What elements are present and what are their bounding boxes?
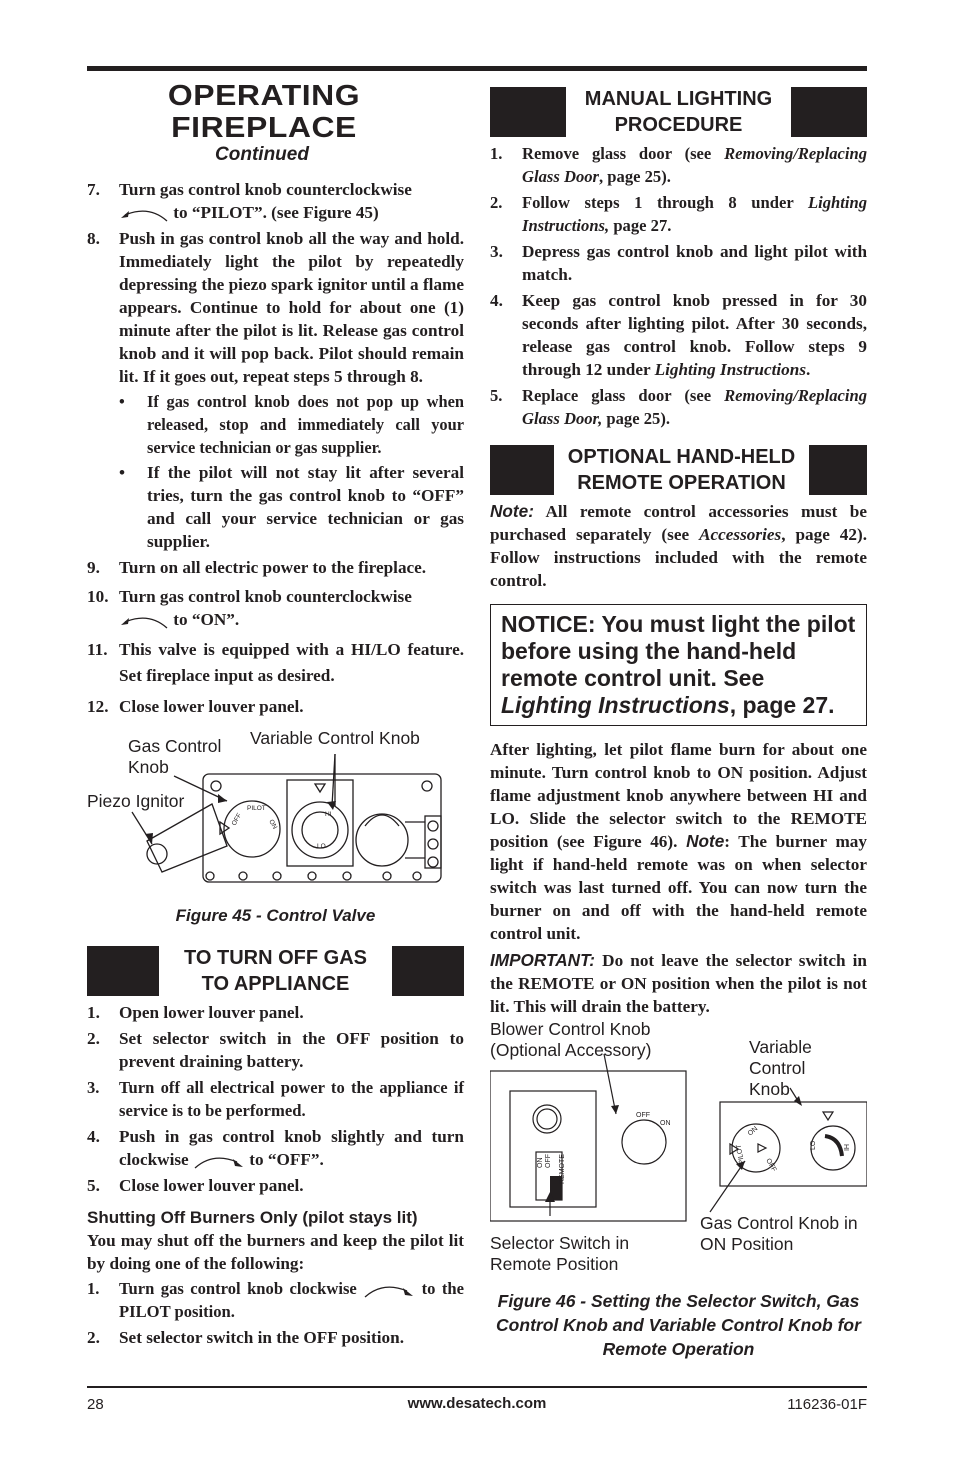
svg-text:PILOT: PILOT	[247, 805, 266, 812]
manual-step: 1. Remove glass door (see Removing/Replacing Glass Door, page 25).	[490, 144, 867, 186]
step-12: 12. Close lower louver panel.	[87, 697, 304, 716]
svg-text:OFF: OFF	[764, 1157, 778, 1174]
notice-box: NOTICE: You must light the pilot before using the hand-held remote control unit. See Lighting Instructions, page 27.	[490, 604, 867, 726]
selector-label: Selector Switch in Remote Position	[490, 1233, 630, 1274]
turn-off-steps	[87, 1001, 464, 1197]
svg-text:ON: ON	[267, 818, 279, 831]
heading-block	[490, 445, 554, 495]
piezo-ignitor-label: Piezo Ignitor	[87, 791, 185, 811]
turn-off-step: 3. Turn off all electrical power to the appliance if service is to be performed.	[87, 1078, 464, 1120]
remote-note: Note: All remote control accessories must be purchased separately (see Accessories, page 42). Follow instructions included with the remote control.	[490, 501, 867, 590]
shutting-off-steps	[87, 1277, 464, 1349]
heading-block	[392, 946, 464, 996]
svg-text:LO: LO	[810, 1140, 817, 1150]
bullet-list	[119, 390, 464, 553]
shutting-off-step: 2. Set selector switch in the OFF position.	[87, 1328, 405, 1347]
shutting-off-heading: Shutting Off Burners Only (pilot stays lit)	[87, 1208, 418, 1227]
heading-block	[87, 946, 159, 996]
turn-off-step: 5. Close lower louver panel.	[87, 1176, 304, 1195]
svg-text:LO: LO	[317, 843, 326, 850]
step-7: 7. Turn gas control knob counterclockwise to “PILOT”. (see Figure 45)	[87, 180, 412, 222]
svg-text:HI: HI	[325, 811, 332, 818]
remote-setup-diagram	[490, 1016, 867, 1226]
counterclockwise-arrow-icon	[119, 612, 169, 630]
step-11: 11. This valve is equipped with a HI/LO feature. Set fireplace input as desired.	[87, 640, 464, 685]
step-10: 10. Turn gas control knob counterclockwise to “ON”.	[87, 587, 412, 629]
turn-off-step: 4. Push in gas control knob slightly and turn clockwise to “OFF”.	[87, 1127, 464, 1169]
variable-control-label: Variable Control Knob	[250, 728, 420, 748]
lighting-steps	[87, 178, 464, 718]
clockwise-arrow-icon	[363, 1281, 415, 1299]
gas-on-label: Gas Control Knob in ON Position	[700, 1213, 858, 1254]
svg-text:ON: ON	[660, 1120, 671, 1127]
manual-lighting-heading: MANUAL LIGHTING PROCEDURE	[490, 86, 867, 138]
clockwise-arrow-icon	[193, 1152, 245, 1170]
turn-off-step: 2. Set selector switch in the OFF position to prevent draining battery.	[87, 1029, 464, 1071]
heading-block	[809, 445, 867, 495]
svg-text:OFF: OFF	[230, 812, 244, 827]
step-8: 8. Push in gas control knob all the way and hold. Immediately light the pilot by repeatedly depressing the piezo spark ignitor until a flame appears. Continue to hold for about one (1) minute after the pilot is lit. Release gas control knob and it will pop back. Pilot should remain lit. If it goes out, repeat steps 5 through 8. • If gas control knob does not pop up when released, stop and immediately call your service technician or gas supplier. • If the pilot will not stay lit after several tries, turn the gas control knob to “OFF” and call your service technician or gas supplier.	[87, 229, 464, 551]
svg-text:OFF: OFF	[636, 1112, 650, 1119]
counterclockwise-arrow-icon	[119, 205, 169, 223]
svg-text:PILOT: PILOT	[735, 1143, 746, 1165]
important-note: IMPORTANT: Do not leave the selector switch in the REMOTE or ON position when the pilot is not lit. This will drain the battery.	[490, 950, 867, 1016]
figure-45-caption: Figure 45 - Control Valve	[175, 906, 376, 925]
top-rule	[87, 66, 867, 71]
turn-off-step: 1. Open lower louver panel.	[87, 1003, 304, 1022]
blower-label: Blower Control Knob (Optional Accessory)	[490, 1019, 652, 1060]
manual-lighting-steps	[490, 142, 867, 430]
page-subtitle: Continued	[215, 144, 309, 165]
gas-control-label: Gas Control Knob	[128, 736, 222, 777]
remote-body: After lighting, let pilot flame burn for about one minute. Turn control knob to ON position. Adjust flame adjustment knob anywhere between HI and LO. Slide the selector switch to the REMOTE position (see Figure 46). Note: The burner may light if hand-held remote was on when selector switch was last turned off. You can now turn the burner on and off with the hand-held remote control unit.	[490, 740, 867, 943]
bottom-rule	[87, 1386, 867, 1388]
svg-text:HI: HI	[842, 1144, 849, 1151]
manual-step: 2. Follow steps 1 through 8 under Lighting Instructions, page 27.	[490, 193, 867, 235]
step-9: 9. Turn on all electric power to the fireplace.	[87, 558, 427, 577]
bullet-item: • If gas control knob does not pop up when released, stop and immediately call your service technician or gas supplier.	[119, 392, 464, 457]
right-column	[490, 86, 867, 1018]
heading-block	[791, 87, 867, 137]
page-number: 28	[87, 1396, 104, 1413]
heading-block	[490, 87, 566, 137]
left-column	[87, 80, 464, 721]
manual-step: 3. Depress gas control knob and light pilot with match.	[490, 242, 867, 284]
figure-46-caption: Figure 46 - Setting the Selector Switch, Gas Control Knob and Variable Control Knob for Remote Operation	[496, 1291, 861, 1359]
turn-off-heading: TO TURN OFF GAS TO APPLIANCE	[87, 945, 464, 997]
manual-step: 4. Keep gas control knob pressed in for 30 seconds after lighting pilot. After 30 seconds, release gas control knob. Follow steps 9 through 12 under Lighting Instructions.	[490, 291, 867, 379]
control-valve-diagram	[87, 726, 464, 926]
svg-text:OFF: OFF	[545, 1154, 552, 1168]
variable-knob-label: Variable Control Knob	[749, 1037, 812, 1099]
manual-step: 5. Replace glass door (see Removing/Replacing Glass Door, page 25).	[490, 386, 867, 428]
shutting-off-intro: You may shut off the burners and keep the pilot lit by doing one of the following:	[87, 1231, 464, 1273]
svg-text:REMOTE: REMOTE	[559, 1154, 566, 1184]
figure-45	[87, 726, 464, 926]
page-title: OPERATING FIREPLACE	[167, 80, 361, 144]
shutting-off-step: 1. Turn gas control knob clockwise to the PILOT position.	[87, 1279, 465, 1321]
turn-off-section	[87, 945, 464, 1352]
figure-46	[490, 1016, 867, 1280]
bullet-item: • If the pilot will not stay lit after several tries, turn the gas control knob to “OFF” and call your service technician or gas supplier.	[119, 463, 464, 551]
remote-heading: OPTIONAL HAND-HELD REMOTE OPERATION	[490, 444, 867, 496]
website-link[interactable]: www.desatech.com	[407, 1395, 547, 1412]
document-code: 116236-01F	[787, 1396, 867, 1413]
svg-text:ON: ON	[537, 1157, 544, 1168]
svg-text:ON: ON	[746, 1125, 760, 1138]
